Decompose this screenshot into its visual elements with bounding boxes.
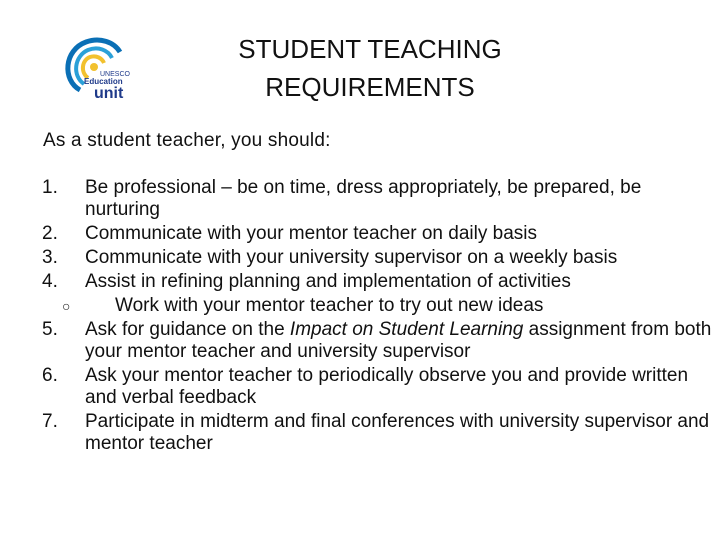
item-text: Ask your mentor teacher to periodically observe you and provide written and verbal feedback	[85, 365, 689, 408]
list-item	[42, 365, 712, 409]
item-text: Be professional – be on time, dress appropriately, be prepared, be nurturing	[85, 177, 642, 220]
title-line-2: REQUIREMENTS	[265, 72, 475, 102]
item-number: 4.	[42, 271, 58, 292]
item-number: 5.	[42, 319, 58, 340]
logo	[58, 32, 144, 104]
item-number: 1.	[42, 177, 58, 198]
svg-text:Education: Education	[84, 77, 123, 86]
item-number: 3.	[42, 247, 58, 268]
list-item	[42, 411, 712, 455]
item-text-pre: Ask for guidance on the	[85, 319, 290, 340]
item-text: Work with your mentor teacher to try out new ideas	[115, 295, 544, 316]
item-number: 6.	[42, 365, 58, 386]
list-item	[42, 271, 712, 293]
list-item	[42, 177, 712, 221]
item-text: Communicate with your university supervisor on a weekly basis	[85, 247, 618, 268]
list-item	[42, 247, 712, 269]
svg-text:UNESCO: UNESCO	[100, 71, 130, 78]
page-title	[150, 30, 590, 106]
item-number: 2.	[42, 223, 58, 244]
item-text-emphasis: Impact on Student Learning	[289, 319, 524, 340]
title-line-1: STUDENT TEACHING	[238, 34, 502, 64]
item-text-post: assignment from both your mentor teacher and university supervisor	[85, 319, 712, 362]
item-text: Communicate with your mentor teacher on daily basis	[85, 223, 537, 244]
circle-bullet-icon: ○	[62, 298, 71, 314]
education-unit-logo-icon	[58, 32, 144, 104]
svg-text:unit: unit	[94, 85, 124, 102]
list-item	[42, 223, 712, 245]
item-text: Participate in midterm and final conferences with university supervisor and mentor teacher	[85, 411, 710, 454]
list-item	[42, 319, 712, 363]
intro-text: As a student teacher, you should:	[43, 130, 331, 151]
list-subitem	[42, 295, 712, 317]
item-number: 7.	[42, 411, 58, 432]
requirements-list	[42, 177, 712, 457]
item-text: Assist in refining planning and implementation of activities	[85, 271, 571, 292]
